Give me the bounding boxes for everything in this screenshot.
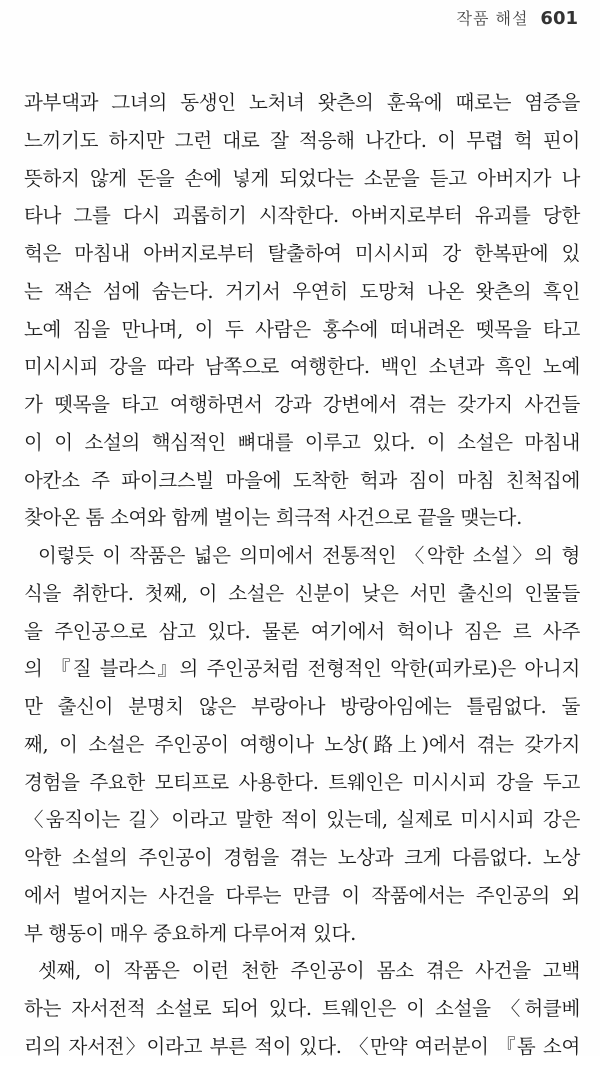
text-line: 째, 이 소설은 주인공이 여행이나 노상(路上)에서 겪는 갖가지	[24, 732, 580, 756]
text-line: 식을 취한다. 첫째, 이 소설은 신분이 낮은 서민 출신의 인물들	[24, 581, 580, 605]
text-line: 을 주인공으로 삼고 있다. 물론 여기에서 헉이나 짐은 르 사주	[24, 619, 580, 643]
running-head	[457, 6, 579, 29]
text-line: 가 뗏목을 타고 여행하면서 강과 강변에서 겪는 갖가지 사건들	[24, 393, 580, 416]
text-line: 이렇듯 이 작품은 넓은 의미에서 전통적인 〈악한 소설〉의 형	[38, 544, 580, 567]
text-line: 리의 자서전〉이라고 부른 적이 있다. 〈만약 여러분이 『톰 소여	[24, 1034, 580, 1058]
body-text	[24, 84, 580, 1066]
text-line: 타나 그를 다시 괴롭히기 시작한다. 아버지로부터 유괴를 당한	[24, 204, 580, 228]
text-line: 에서 벌어지는 사건을 다루는 만큼 이 작품에서는 주인공의 외	[24, 883, 580, 907]
text-line: 느끼기도 하지만 그런 대로 잘 적응해 나간다. 이 무렵 헉 핀이	[24, 128, 580, 152]
text-line: 셋째, 이 작품은 이런 천한 주인공이 몸소 겪은 사건을 고백	[38, 959, 580, 983]
text-line: 만 출신이 분명치 않은 부랑아나 방랑아임에는 틀림없다. 둘	[24, 695, 580, 718]
text-line: 〈움직이는 길〉이라고 말한 적이 있는데, 실제로 미시시피 강은	[24, 808, 580, 832]
text-line: 는 잭슨 섬에 숨는다. 거기서 우연히 도망쳐 나온 왓츤의 흑인	[24, 279, 580, 303]
text-line: 뜻하지 않게 돈을 손에 넣게 되었다는 소문을 듣고 아버지가 나	[24, 166, 580, 190]
text-line: 노예 짐을 만나며, 이 두 사람은 홍수에 떠내려온 뗏목을 타고	[24, 317, 580, 341]
text-line: 미시시피 강을 따라 남쪽으로 여행한다. 백인 소년과 흑인 노예	[24, 355, 580, 379]
text-line: 경험을 주요한 모티프로 사용한다. 트웨인은 미시시피 강을 두고	[24, 770, 580, 794]
text-line: 이 이 소설의 핵심적인 뼈대를 이루고 있다. 이 소설은 마침내	[24, 430, 580, 454]
text-line: 찾아온 톰 소여와 함께 벌이는 희극적 사건으로 끝을 맺는다.	[24, 506, 522, 530]
running-head-title: 작품 해설	[456, 9, 529, 28]
text-line: 헉은 마침내 아버지로부터 탈출하여 미시시피 강 한복판에 있	[24, 242, 580, 265]
text-line: 의 『질 블라스』의 주인공처럼 전형적인 악한(피카로)은 아니지	[24, 657, 580, 681]
page-number: 601	[540, 8, 578, 29]
text-line: 아칸소 주 파이크스빌 마을에 도착한 헉과 짐이 마침 친척집에	[24, 468, 580, 492]
text-line: 하는 자서전적 소설로 되어 있다. 트웨인은 이 소설을 〈허클베	[24, 997, 580, 1020]
text-line: 과부댁과 그녀의 동생인 노처녀 왓츤의 훈육에 때로는 염증을	[24, 91, 580, 114]
text-line: 악한 소설의 주인공이 경험을 겪는 노상과 크게 다름없다. 노상	[24, 846, 580, 869]
text-line: 부 행동이 매우 중요하게 다루어져 있다.	[24, 921, 356, 945]
